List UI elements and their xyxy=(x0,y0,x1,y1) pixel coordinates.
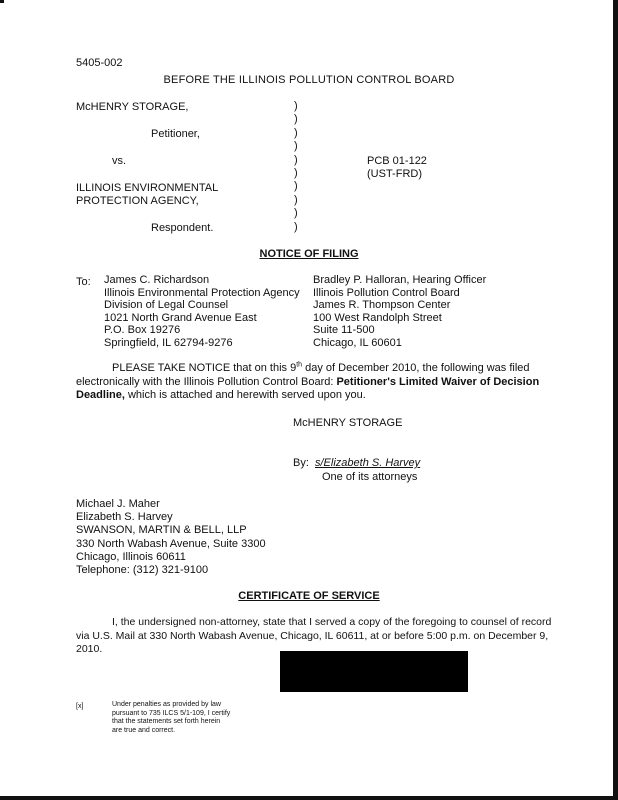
recipient-right-line: Illinois Pollution Control Board xyxy=(313,286,460,299)
petitioner-name: McHENRY STORAGE, xyxy=(76,101,189,113)
scan-border-right xyxy=(613,0,618,800)
redacted-signature xyxy=(280,651,468,692)
board-title: BEFORE THE ILLINOIS POLLUTION CONTROL BOARD xyxy=(163,74,455,86)
respondent-line2: PROTECTION AGENCY, xyxy=(76,195,199,207)
respondent-line1: ILLINOIS ENVIRONMENTAL xyxy=(76,182,219,194)
scan-border-bottom xyxy=(0,796,618,800)
attorney-line: Chicago, Illinois 60611 xyxy=(76,550,186,563)
recipient-right-line: James R. Thompson Center xyxy=(313,299,451,312)
attorney-block xyxy=(76,498,266,577)
recipient-right xyxy=(313,274,486,350)
notice-superscript: th xyxy=(296,361,303,369)
doc-number: 5405-002 xyxy=(76,57,123,69)
notice-document-title: Petitioner's Limited Waiver of Decision Deadline, xyxy=(76,375,540,401)
paren: ) xyxy=(294,153,298,166)
caption-parens xyxy=(294,100,302,234)
recipient-left-line: P.O. Box 19276 xyxy=(104,324,181,337)
paren: ) xyxy=(294,207,298,220)
signature-by-label: By: xyxy=(293,457,309,469)
to-label: To: xyxy=(76,276,91,288)
attorney-line: SWANSON, MARTIN & BELL, LLP xyxy=(76,524,247,537)
attorney-line: 330 North Wabash Avenue, Suite 3300 xyxy=(76,537,266,550)
petitioner-role: Petitioner, xyxy=(151,128,200,140)
recipient-left-line: Springfield, IL 62794-9276 xyxy=(104,336,233,349)
paren: ) xyxy=(294,100,298,112)
signature-party: McHENRY STORAGE xyxy=(293,417,403,429)
recipient-right-line: Chicago, IL 60601 xyxy=(313,336,402,349)
case-number: PCB 01-122 xyxy=(367,155,427,167)
signature-name: s/Elizabeth S. Harvey xyxy=(315,457,421,469)
notice-heading: NOTICE OF FILING xyxy=(259,248,359,260)
paren: ) xyxy=(294,126,298,139)
recipient-right-line: Suite 11-500 xyxy=(313,324,375,337)
notice-part2: day of December 2010, the following was filed electronically with the Illinois Pollution Control Board: xyxy=(76,362,530,388)
recipient-left-line: Division of Legal Counsel xyxy=(104,299,229,312)
recipient-left xyxy=(104,274,300,350)
attorney-line: Telephone: (312) 321-9100 xyxy=(76,564,209,577)
case-type: (UST-FRD) xyxy=(367,168,422,180)
recipient-right-line: Bradley P. Halloran, Hearing Officer xyxy=(313,274,487,286)
paren: ) xyxy=(294,166,298,179)
paren: ) xyxy=(294,193,298,206)
paren: ) xyxy=(294,113,298,126)
notice-part3: which is attached and herewith served upon you. xyxy=(124,389,366,401)
footnote-line: Under penalties as provided by law xyxy=(112,701,221,708)
attorney-line: Michael J. Maher xyxy=(76,498,160,510)
paren: ) xyxy=(294,180,298,193)
footnote-line: are true and correct. xyxy=(112,726,176,734)
certificate-heading: CERTIFICATE OF SERVICE xyxy=(238,590,380,602)
footnote-line: that the statements set forth herein xyxy=(112,718,221,725)
footnote-line: pursuant to 735 ILCS 5/1-109, I certify xyxy=(112,709,231,717)
footnote-text xyxy=(112,701,230,735)
recipient-right-line: 100 West Randolph Street xyxy=(313,311,442,324)
recipient-left-line: Illinois Environmental Protection Agency xyxy=(104,286,300,299)
footnote-mark: [x] xyxy=(76,703,84,710)
notice-part1: PLEASE TAKE NOTICE that on this 9 xyxy=(112,362,297,374)
recipient-left-line: James C. Richardson xyxy=(104,274,210,286)
notice-paragraph xyxy=(76,362,552,403)
signature-role: One of its attorneys xyxy=(322,471,418,483)
versus-text: vs. xyxy=(112,155,127,167)
recipient-left-line: 1021 North Grand Avenue East xyxy=(104,311,257,324)
respondent-role: Respondent. xyxy=(151,222,214,234)
paren: ) xyxy=(294,140,298,153)
attorney-line: Elizabeth S. Harvey xyxy=(76,511,173,524)
paren: ) xyxy=(294,220,298,233)
scan-mark-top-left xyxy=(0,0,4,3)
certificate-text: I, the undersigned non-attorney, state that I served a copy of the foregoing to counsel of record via U.S. Mail at 330 North Wabash Avenue, Chicago, IL 60611, at or before 5:00 p.m. on December 9, 2010. xyxy=(76,616,552,655)
